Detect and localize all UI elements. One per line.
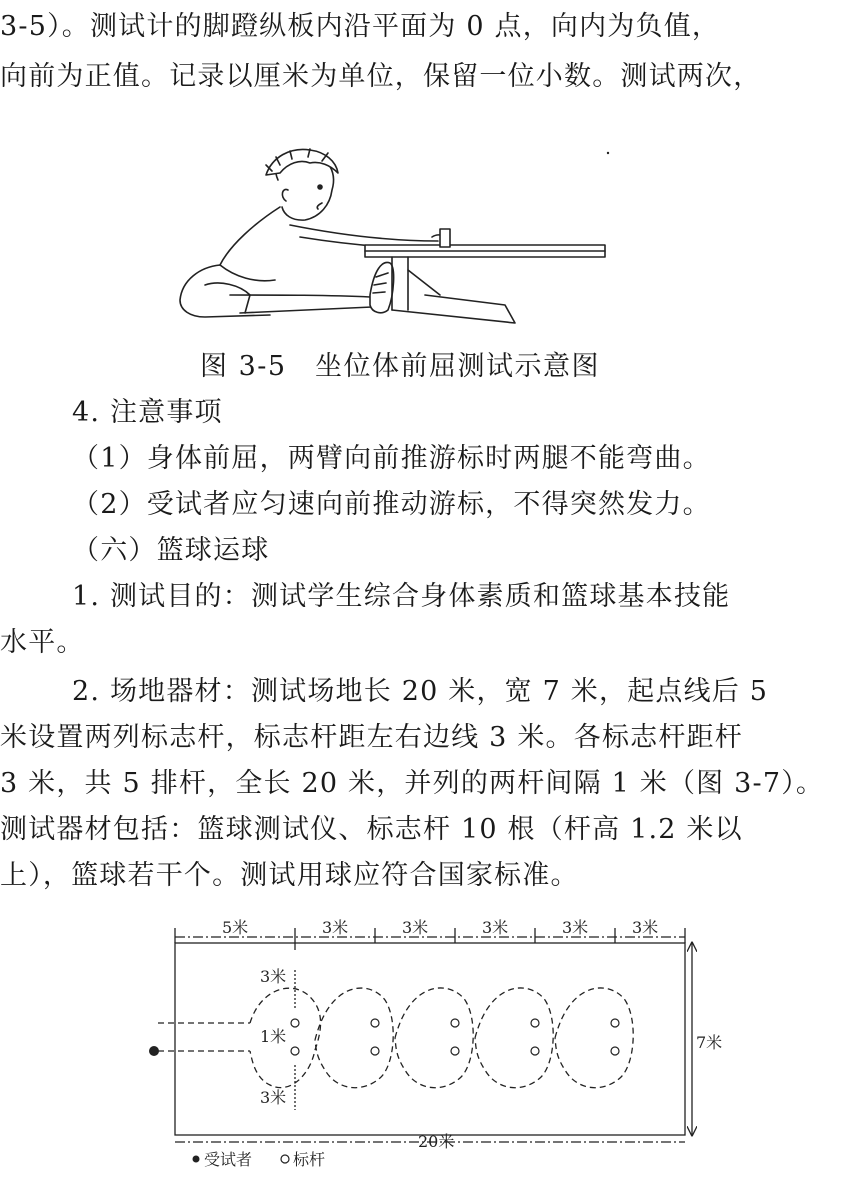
sit-and-reach-illustration xyxy=(160,145,620,330)
body-line-1: 3-5）。测试计的脚蹬纵板内沿平面为 0 点，向内为负值， xyxy=(0,11,721,42)
venue-line-2: 米设置两列标志杆，标志杆距左右边线 3 米。各标志杆距杆 xyxy=(0,722,743,753)
dim-label-left: 1米 xyxy=(260,1027,287,1046)
court-boundary xyxy=(175,943,685,1135)
note-item-2: （2）受试者应匀速向前推动游标，不得突然发力。 xyxy=(72,489,711,520)
pole-marker xyxy=(371,1047,379,1055)
notes-heading: 4. 注意事项 xyxy=(72,397,223,428)
pole-marker xyxy=(451,1047,459,1055)
pole-marker xyxy=(531,1047,539,1055)
dim-label-top: 5米 xyxy=(222,918,249,937)
dim-label-top: 3米 xyxy=(322,918,349,937)
legend-tester: 受试者 xyxy=(204,1150,253,1169)
dim-label-right: 7米 xyxy=(696,1033,723,1052)
venue-line-5: 上），篮球若干个。测试用球应符合国家标准。 xyxy=(0,860,579,891)
basketball-course-diagram xyxy=(140,910,740,1180)
pole-marker xyxy=(531,1019,539,1027)
figure-3-5-caption: 图 3-5 坐位体前屈测试示意图 xyxy=(200,351,601,382)
dim-label-left: 3米 xyxy=(260,1088,287,1107)
section-heading: （六）篮球运球 xyxy=(72,535,270,566)
purpose-line-1: 1. 测试目的：测试学生综合身体素质和篮球基本技能 xyxy=(72,581,731,612)
dim-label-bottom: 20米 xyxy=(418,1132,455,1151)
venue-line-1: 2. 场地器材：测试场地长 20 米，宽 7 米，起点线后 5 xyxy=(72,676,769,707)
pole-marker xyxy=(371,1019,379,1027)
tester-marker xyxy=(149,1046,159,1056)
body-line-2: 向前为正值。记录以厘米为单位，保留一位小数。测试两次， xyxy=(0,61,762,92)
pole-marker xyxy=(611,1047,619,1055)
dim-label-top: 3米 xyxy=(632,918,659,937)
pole-marker xyxy=(451,1019,459,1027)
venue-line-3: 3 米，共 5 排杆，全长 20 米，并列的两杆间隔 1 米（图 3-7）。 xyxy=(0,768,825,799)
legend-pole: 标杆 xyxy=(293,1150,326,1169)
dim-label-top: 3米 xyxy=(562,918,589,937)
pole-marker xyxy=(291,1047,299,1055)
dim-label-top: 3米 xyxy=(402,918,429,937)
purpose-line-2: 水平。 xyxy=(0,627,85,658)
note-item-1: （1）身体前屈，两臂向前推游标时两腿不能弯曲。 xyxy=(72,443,711,474)
pole-marker xyxy=(291,1019,299,1027)
pole-marker xyxy=(611,1019,619,1027)
venue-line-4: 测试器材包括：篮球测试仪、标志杆 10 根（杆高 1.2 米以 xyxy=(0,814,743,845)
dim-label-left: 3米 xyxy=(260,967,287,986)
dim-label-top: 3米 xyxy=(482,918,509,937)
